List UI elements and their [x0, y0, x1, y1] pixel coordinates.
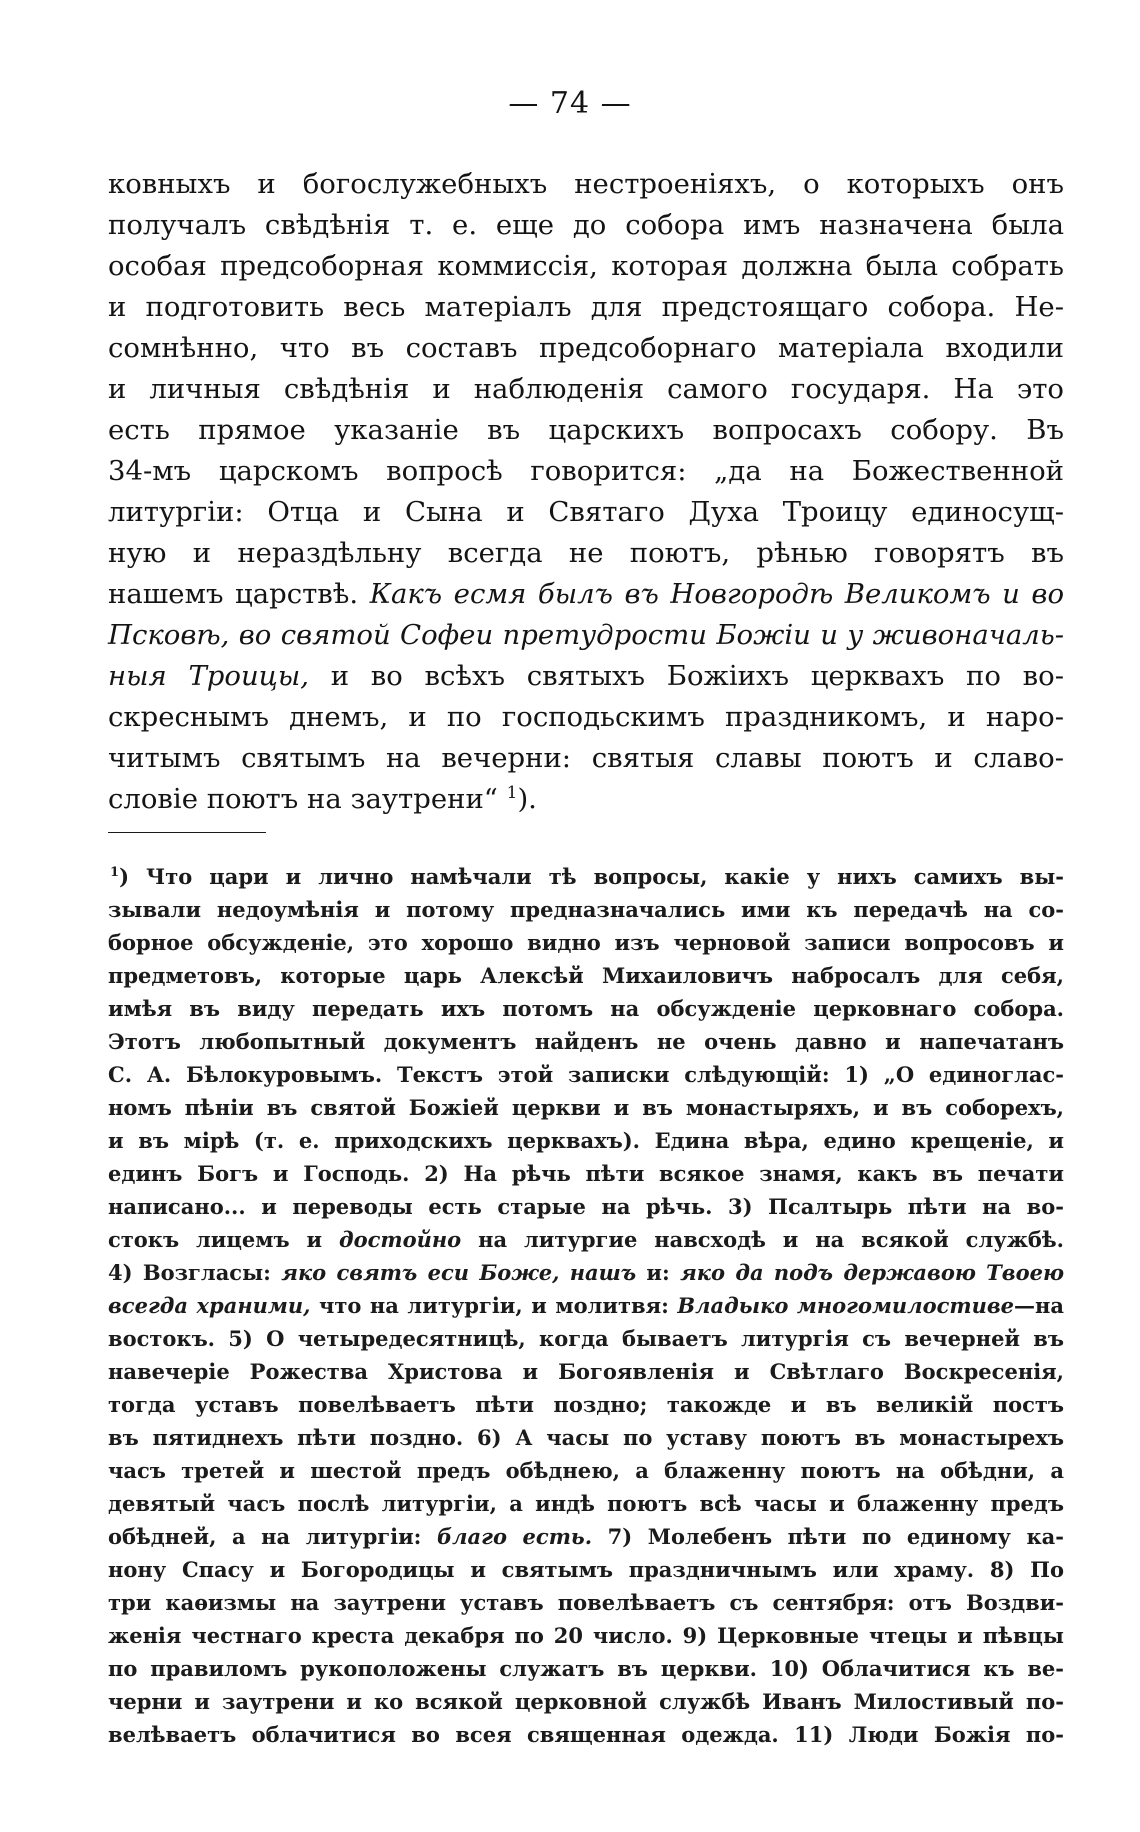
footnote-line: по правиломъ рукоположены служатъ въ церкви. 10) Облачитися къ ве- [108, 1656, 1064, 1681]
main-line [108, 656, 1064, 697]
footnote-line: женія честнаго креста декабря по 20 число. 9) Церковные чтецы и пѣвцы [108, 1623, 1064, 1648]
main-line-13-text: и во всѣхъ святыхъ Божіихъ церквахъ по во- [308, 660, 1064, 692]
main-line [108, 574, 1064, 615]
main-line: ную и нераздѣльну всегда не поютъ, рѣнью говорятъ въ [108, 537, 1064, 569]
footnote-d-italic: благо есть. [437, 1524, 593, 1549]
footnote-reference[interactable]: 1 [506, 782, 518, 803]
footnote-line [108, 1289, 1064, 1322]
main-line: особая предсоборная коммиссія, которая должна была собрать [108, 250, 1064, 282]
footnote-line [108, 860, 1064, 893]
footnote-b3-post: —на [1014, 1293, 1064, 1318]
footnote-d-pre: обѣдней, а на литургіи: [108, 1524, 438, 1549]
footnote-line: имѣя въ виду передать ихъ потомъ на обсужденіе церковнаго собора. [108, 996, 1064, 1021]
footnote-line: борное обсужденіе, это хорошо видно изъ черновой записи вопросовъ и [108, 930, 1064, 955]
footnote-b2-pre: 4) Возгласы: [108, 1260, 282, 1285]
footnote-line: въ пятиднехъ пѣти поздно. 6) А часы по уставу поютъ въ монастырехъ [108, 1425, 1064, 1450]
main-line: скреснымъ днемъ, и по господьскимъ праздникомъ, и наро- [108, 701, 1064, 733]
footnote-line [108, 1256, 1064, 1289]
main-line: литургіи: Отца и Сына и Святаго Духа Троицу единосущ- [108, 496, 1064, 528]
footnote-b1-pre: стокъ лицемъ и [108, 1227, 339, 1252]
footnote-line: С. А. Бѣлокуровымъ. Текстъ этой записки слѣдующій: 1) „О единоглас- [108, 1062, 1064, 1087]
footnote-line: Этотъ любопытный документъ найденъ не очень давно и напечатанъ [108, 1029, 1064, 1054]
main-line-last-text: словіе поютъ на заутрени“ [108, 783, 507, 815]
main-line: ковныхъ и богослужебныхъ нестроеніяхъ, о которыхъ онъ [108, 168, 1064, 200]
main-line: есть прямое указаніе въ царскихъ вопросахъ собору. Въ [108, 414, 1064, 446]
page-number: — 74 — [508, 86, 632, 121]
main-line-13-italic: ныя Троицы, [108, 660, 309, 692]
main-line: сомнѣнно, что въ составъ предсоборнаго матеріала входили [108, 332, 1064, 364]
main-line-11-text: нашемъ царствѣ. [108, 578, 370, 610]
main-line: и личныя свѣдѣнія и наблюденія самого государя. На это [108, 373, 1064, 405]
footnote-d-post: 7) Молебенъ пѣти по единому ка- [592, 1524, 1064, 1549]
footnote-b2-italic-2: яко да подъ державою Твоею [680, 1260, 1064, 1285]
footnote-line: единъ Богъ и Господь. 2) На рѣчь пѣти всякое знамя, какъ въ печати [108, 1161, 1064, 1186]
footnote-line: три каѳизмы на заутрени уставъ повелѣваетъ съ сентября: отъ Воздви- [108, 1590, 1064, 1615]
footnote-divider [108, 832, 266, 833]
footnote-line: тогда уставъ повелѣваетъ пѣти поздно; такожде и въ великій постъ [108, 1392, 1064, 1417]
footnote-line [108, 1223, 1064, 1256]
footnote-line: навечеріе Рожества Христова и Богоявленія и Свѣтлаго Воскресенія, [108, 1359, 1064, 1384]
main-line: получалъ свѣдѣнія т. е. еще до собора имъ назначена была [108, 209, 1064, 241]
footnote-b1-italic: достойно [338, 1227, 462, 1252]
main-line-last-close: ). [517, 783, 537, 815]
footnote-line: черни и заутрени и ко всякой церковной службѣ Иванъ Милостивый по- [108, 1689, 1064, 1714]
main-line-last [108, 779, 1064, 820]
footnote-marker: 1 [110, 865, 120, 880]
footnote-line: велѣваетъ облачитися во всея священная одежда. 11) Люди Божія по- [108, 1722, 1064, 1747]
footnote-line: предметовъ, которые царь Алексѣй Михаиловичъ набросалъ для себя, [108, 963, 1064, 988]
footnote-b2-italic-1: яко святъ еси Боже, нашъ [281, 1260, 637, 1285]
main-line: читымъ святымъ на вечерни: святыя славы поютъ и славо- [108, 742, 1064, 774]
footnote-line-1-text: ) Что цари и лично намѣчали тѣ вопросы, какіе у нихъ самихъ вы- [119, 864, 1064, 889]
footnote-line: нону Спасу и Богородицы и святымъ праздничнымъ или храму. 8) По [108, 1557, 1064, 1582]
main-line: 34-мъ царскомъ вопросѣ говорится: „да на Божественной [108, 455, 1064, 487]
main-line [108, 615, 1064, 656]
footnote-b2-mid: и: [636, 1260, 681, 1285]
footnote-line: и въ мірѣ (т. е. приходскихъ церквахъ). Едина вѣра, едино крещеніе, и [108, 1128, 1064, 1153]
footnote-line: девятый часъ послѣ литургіи, а индѣ поютъ всѣ часы и блаженну предъ [108, 1491, 1064, 1516]
footnote-line [108, 1520, 1064, 1553]
main-line: и подготовить весь матеріалъ для предстоящаго собора. Не- [108, 291, 1064, 323]
footnote-line: зывали недоумѣнія и потому предназначались ими къ передачѣ на со- [108, 897, 1064, 922]
footnote-block [108, 860, 1064, 1751]
footnote-b3-mid: что на литургіи, и молитвя: [310, 1293, 678, 1318]
main-text-block [108, 164, 1064, 820]
main-line-12-italic: Псковѣ, во святой Софеи претудрости Божіи и у живоначаль- [108, 619, 1064, 651]
footnote-b1-post: на литургие навсходѣ и на всякой службѣ. [461, 1227, 1064, 1252]
footnote-line: востокъ. 5) О четыредесятницѣ, когда бываетъ литургія съ вечерней въ [108, 1326, 1064, 1351]
main-line-11-italic: Какъ есмя былъ въ Новгородѣ Великомъ и во [369, 578, 1064, 610]
footnote-b3-italic-2: Владыко многомилостиве [677, 1293, 1015, 1318]
footnote-b3-italic: всегда храними, [108, 1293, 311, 1318]
footnote-line: написано... и переводы есть старые на рѣчь. 3) Псалтырь пѣти на во- [108, 1194, 1064, 1219]
footnote-line: часъ третей и шестой предъ обѣднею, а блаженну поютъ на обѣдни, а [108, 1458, 1064, 1483]
footnote-line: номъ пѣніи въ святой Божіей церкви и въ монастыряхъ, и въ соборехъ, [108, 1095, 1064, 1120]
